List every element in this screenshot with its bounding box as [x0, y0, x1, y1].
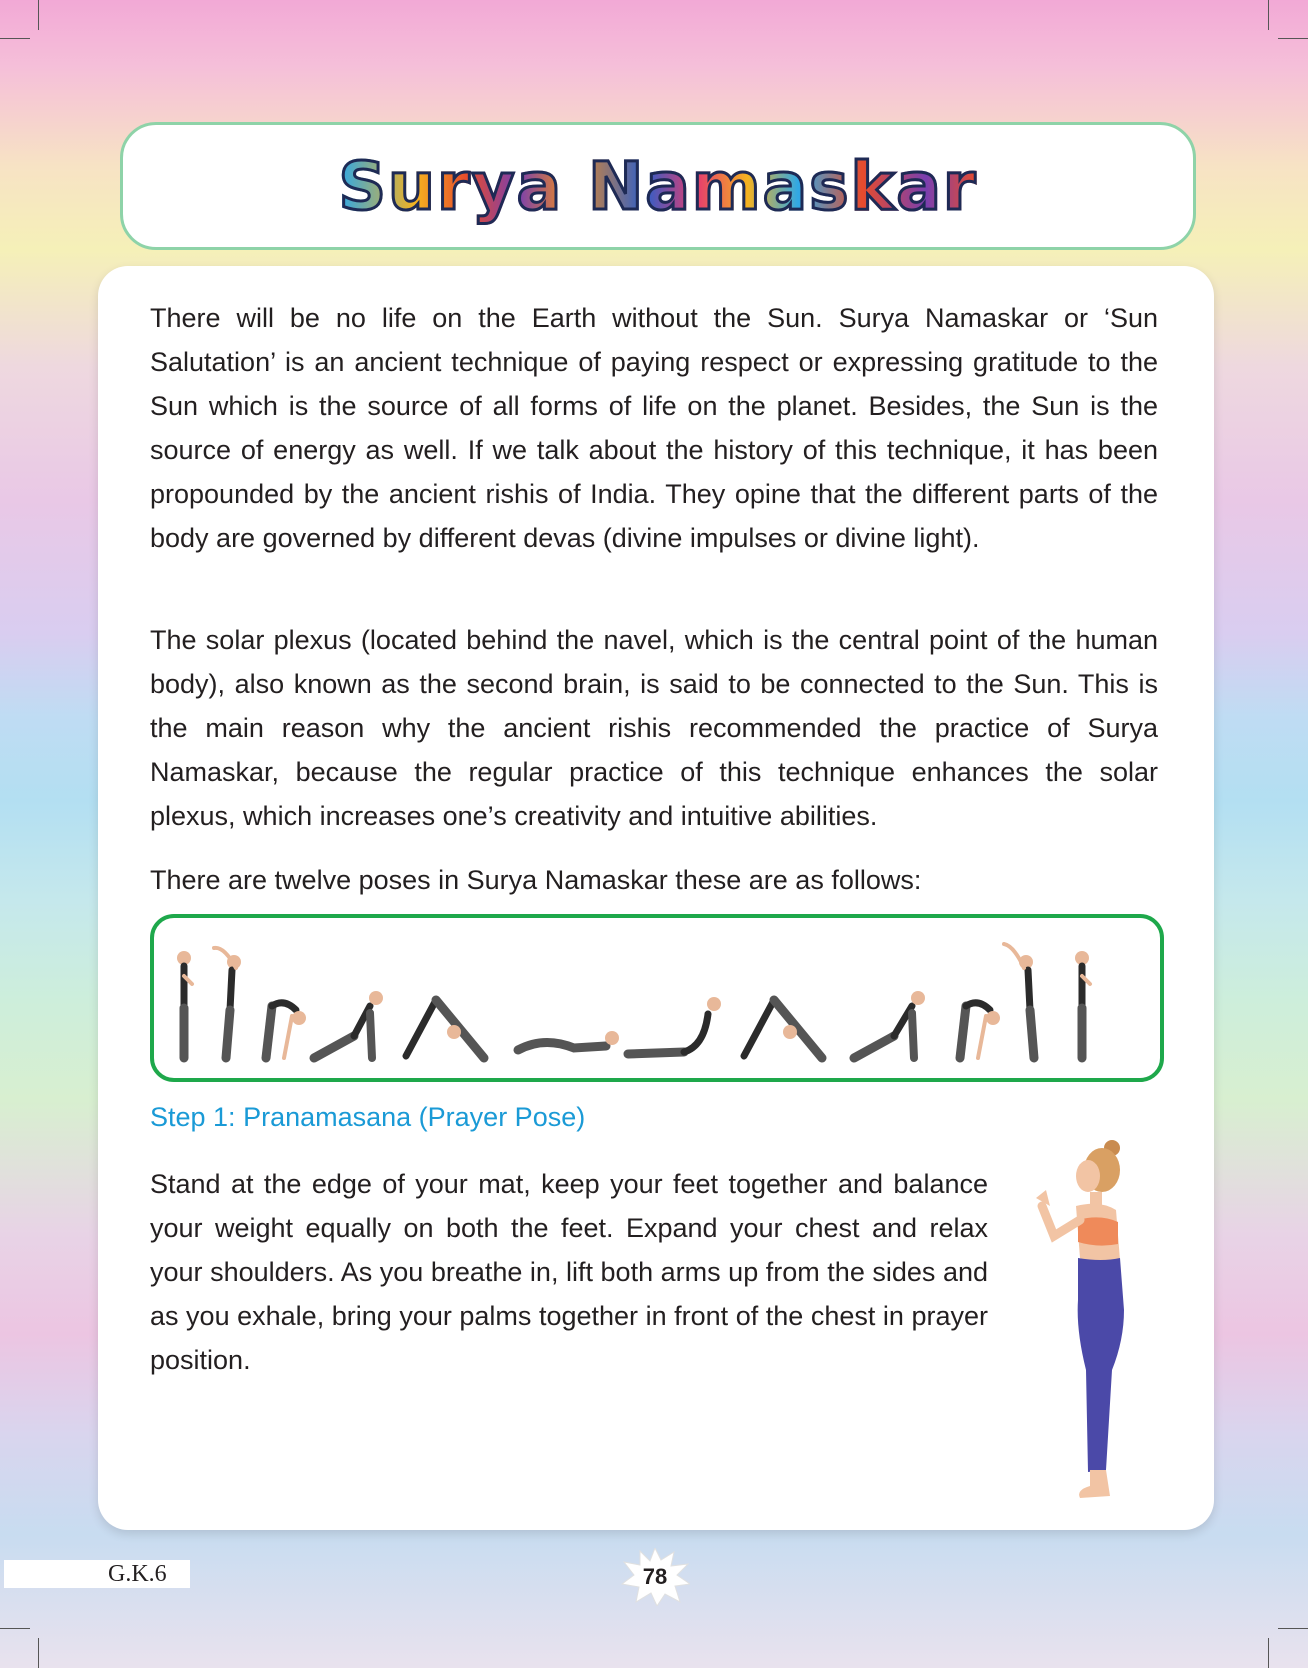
crop-mark	[1278, 1628, 1308, 1629]
page-title: Surya Namaskar	[338, 147, 978, 225]
poses-intro-paragraph: There are twelve poses in Surya Namaskar these are as follows:	[150, 865, 922, 895]
crop-mark	[38, 1638, 39, 1668]
prayer-pose-figure-icon	[1020, 1140, 1140, 1516]
pose-eight-limbs-icon	[518, 1031, 619, 1050]
pose-cobra-icon	[628, 997, 721, 1054]
intro-paragraph: There will be no life on the Earth without the Sun. Surya Namaskar or ‘Sun Salutation’ is an ancient technique of paying respect or expressing gratitude to the Sun which is the source of all forms of life on the planet. Besides, the Sun is the source of energy as well. If we talk about the history of this technique, it has been propounded by the ancient rishis of India. They opine that the different parts of the body are governed by different devas (divine impulses or divine light).	[150, 303, 1158, 553]
title-banner	[120, 122, 1196, 250]
solar-plexus-paragraph: The solar plexus (located behind the navel, which is the central point of the human body), also known as the second brain, is said to be connected to the Sun. This is the main reason why the ancient rishis recommended the practice of Surya Namaskar, because the regular practice of this technique enhances the solar plexus, which increases one’s creativity and intuitive abilities.	[150, 625, 1158, 831]
step-1-paragraph: Stand at the edge of your mat, keep your feet together and balance your weight equally on both the feet. Expand your chest and relax your shoulders. As you breathe in, lift both arms up from the sides and as you exhale, bring your palms together in front of the chest in prayer position.	[150, 1169, 988, 1375]
pose-prayer-icon	[1075, 951, 1090, 1058]
crop-mark	[1268, 0, 1269, 30]
pose-forward-bend-icon	[960, 1003, 1000, 1058]
crop-mark	[0, 38, 30, 39]
crop-mark	[0, 1628, 30, 1629]
crop-mark	[1278, 38, 1308, 39]
pose-raised-arms-icon	[214, 948, 241, 1058]
pose-downward-dog-icon	[406, 1000, 484, 1058]
crop-mark	[1268, 1638, 1269, 1668]
pose-lunge-icon	[854, 991, 925, 1058]
pose-forward-bend-icon	[266, 1003, 306, 1058]
pose-downward-dog-icon	[744, 1000, 822, 1058]
poses-sequence-box	[150, 914, 1164, 1082]
pose-raised-arms-icon	[1004, 944, 1034, 1058]
step-1-heading: Step 1: Pranamasana (Prayer Pose)	[150, 1102, 586, 1132]
pose-lunge-icon	[314, 991, 383, 1058]
crop-mark	[38, 0, 39, 30]
page-number: 78	[642, 1564, 668, 1589]
poses-sequence-illustration	[154, 918, 1160, 1078]
book-label: G.K.6	[4, 1560, 190, 1588]
pose-prayer-icon	[177, 951, 192, 1058]
